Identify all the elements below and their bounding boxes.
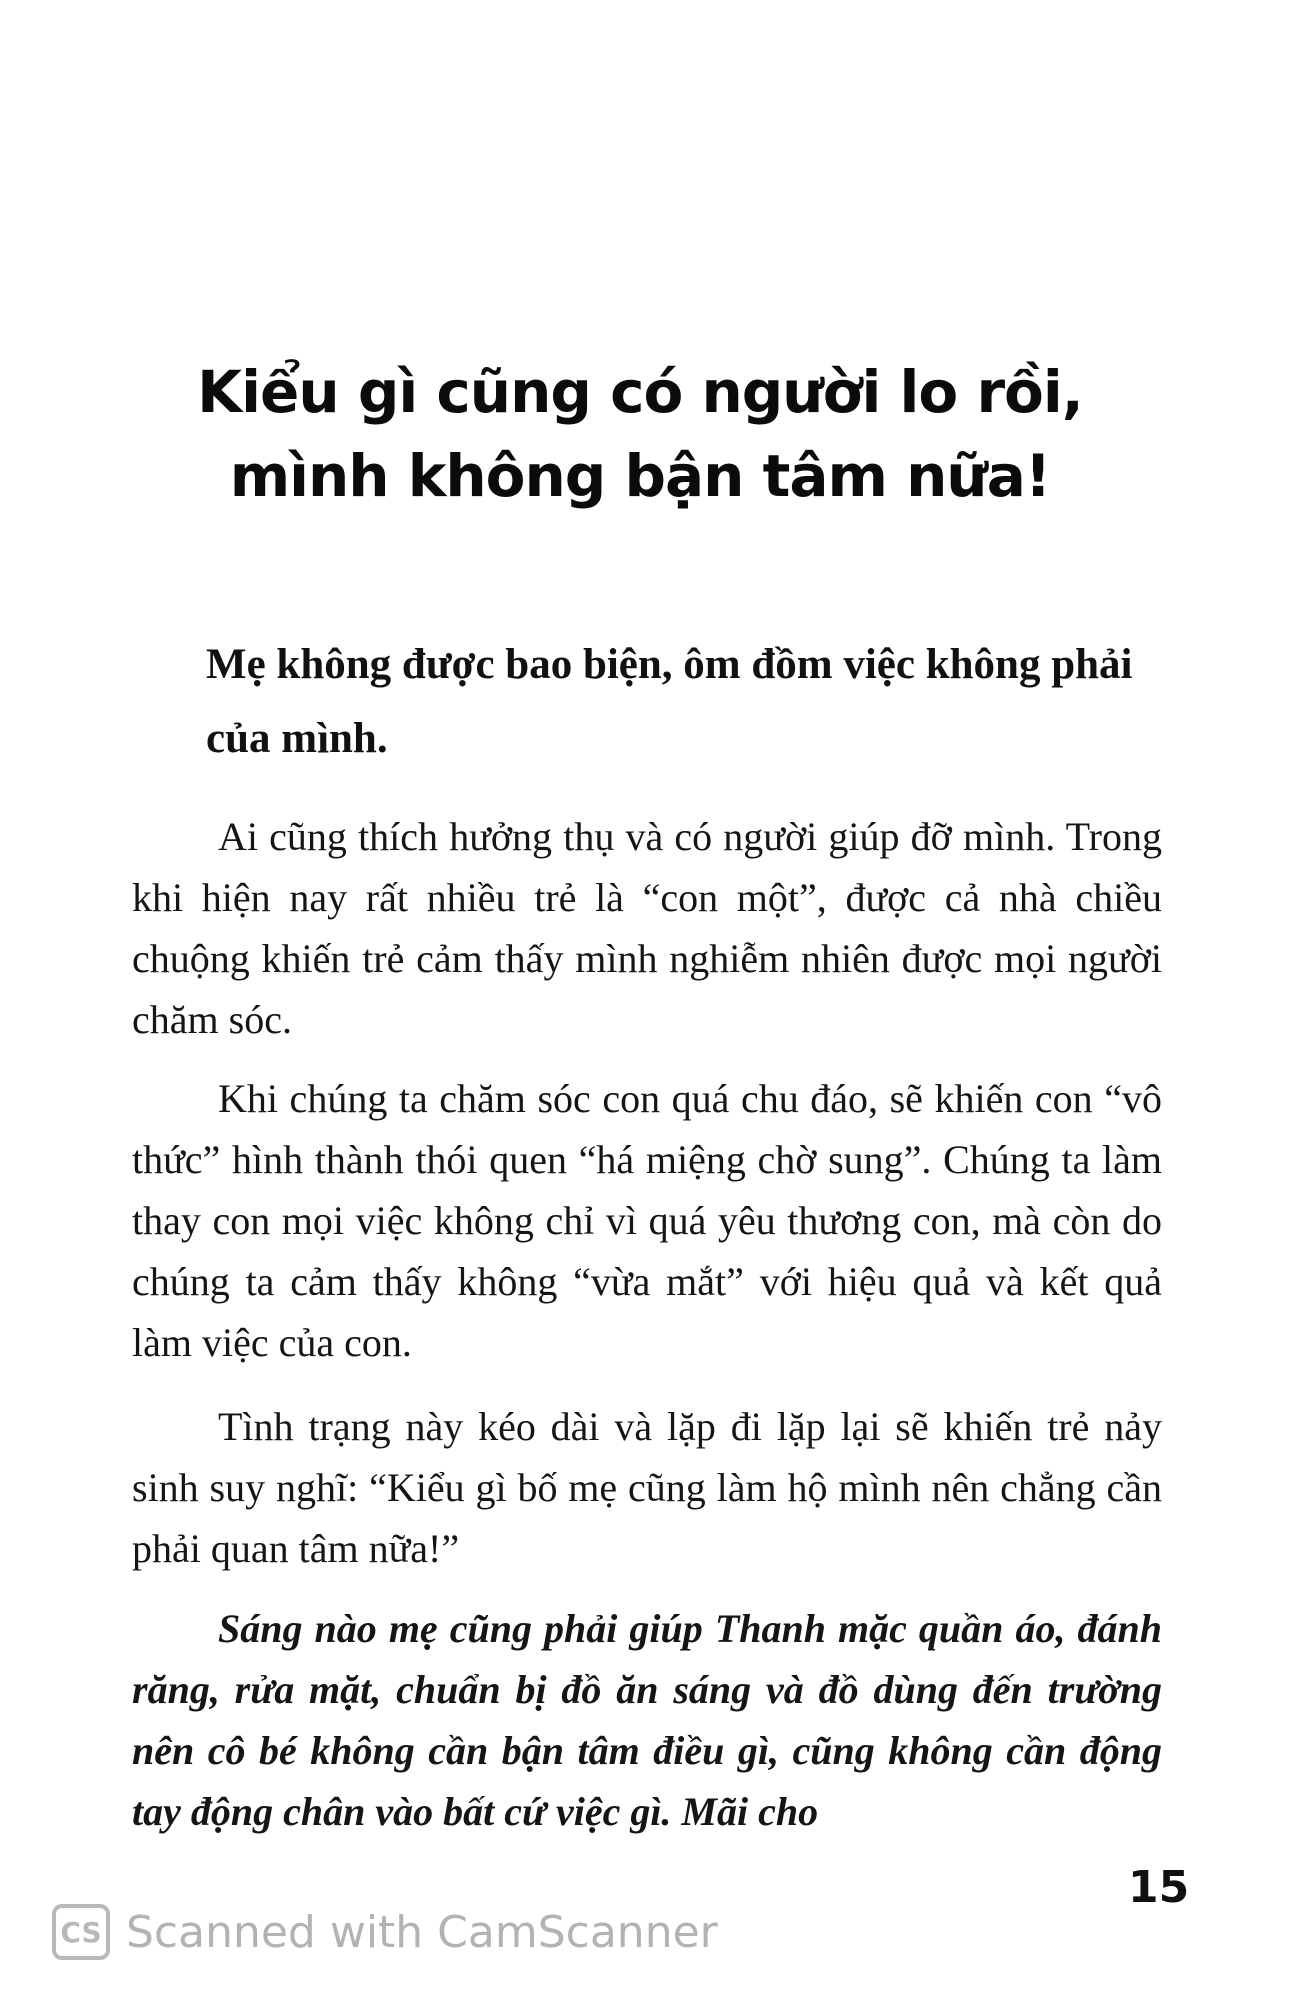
camscanner-logo-icon: CS: [52, 1904, 110, 1960]
body-paragraph-2: Khi chúng ta chăm sóc con quá chu đáo, sẽ khiến con “vô thức” hình thành thói quen “há miệng chờ sung”. Chúng ta làm thay con mọi việc không chỉ vì quá yêu thương con, mà còn do chúng ta cảm thấy không “vừa mắt” với hiệu quả và kết quả làm việc của con.: [132, 1076, 1162, 1365]
chapter-title: [160, 350, 1120, 518]
body-paragraph-4-italic: Sáng nào mẹ cũng phải giúp Thanh mặc quần áo, đánh răng, rửa mặt, chuẩn bị đồ ăn sáng và đồ dùng đến trường nên cô bé không cần bận tâm điều gì, cũng không cần động tay động chân vào bất cứ việc gì. Mãi cho: [132, 1606, 1162, 1834]
body-paragraph-3: Tình trạng này kéo dài và lặp đi lặp lại sẽ khiến trẻ nảy sinh suy nghĩ: “Kiểu gì bố mẹ cũng làm hộ mình nên chẳng cần phải quan tâm nữa!”: [132, 1404, 1162, 1571]
scanner-watermark: [52, 1900, 718, 1964]
chapter-title-line-1: Kiểu gì cũng có người lo rồi,: [197, 358, 1083, 426]
watermark-text: Scanned with CamScanner: [126, 1906, 718, 1958]
section-subheading: Mẹ không được bao biện, ôm đồm việc không phải của mình.: [206, 641, 1133, 762]
page-number: 15: [1128, 1862, 1190, 1913]
chapter-title-line-2: mình không bận tâm nữa!: [229, 442, 1051, 510]
body-paragraph-1: Ai cũng thích hưởng thụ và có người giúp đỡ mình. Trong khi hiện nay rất nhiều trẻ là “con một”, được cả nhà chiều chuộng khiến trẻ cảm thấy mình nghiễm nhiên được mọi người chăm sóc.: [132, 814, 1162, 1042]
